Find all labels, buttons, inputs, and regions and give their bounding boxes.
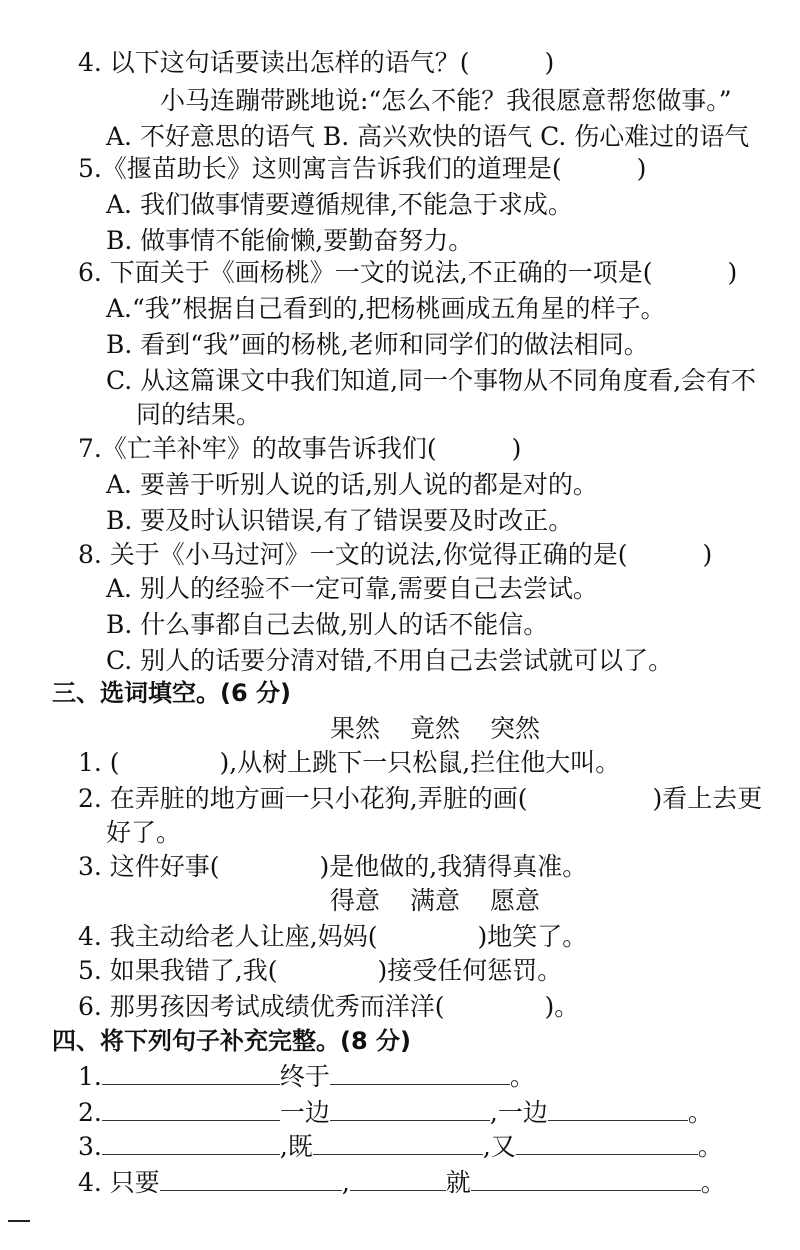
word-bank-item: 得意	[330, 886, 381, 915]
fill-blank[interactable]	[330, 1098, 490, 1121]
q8-option-a: A. 别人的经验不一定可靠,需要自己去尝试。	[106, 574, 598, 603]
s4-item-3	[78, 1130, 723, 1164]
fill-blank[interactable]	[160, 1168, 342, 1191]
fill-blank[interactable]	[313, 1132, 483, 1155]
q8-option-c: C. 别人的话要分清对错,不用自己去尝试就可以了。	[106, 646, 674, 675]
s3-item-6: 6. 那男孩因考试成绩优秀而洋洋( )。	[78, 992, 580, 1021]
fill-blank[interactable]	[102, 1062, 280, 1085]
q5-stem: 5.《揠苗助长》这则寓言告诉我们的道理是( )	[78, 154, 647, 183]
s3-item-5: 5. 如果我错了,我( )接受任何惩罚。	[78, 956, 563, 985]
q7-stem: 7.《亡羊补牢》的故事告诉我们( )	[78, 434, 522, 463]
connector-word: ,既	[279, 1132, 313, 1161]
word-bank-item: 满意	[410, 886, 461, 915]
punctuation: 。	[687, 1098, 713, 1127]
fill-blank[interactable]	[548, 1098, 688, 1121]
s3-item-1: 1. ( ),从树上跳下一只松鼠,拦住他大叫。	[78, 748, 621, 777]
q8-option-b: B. 什么事都自己去做,别人的话不能信。	[106, 610, 549, 639]
s3-item-2: 2. 在弄脏的地方画一只小花狗,弄脏的画( )看上去更	[78, 784, 763, 813]
s3-item-3: 3. 这件好事( )是他做的,我猜得真准。	[78, 852, 588, 881]
q6-option-c: C. 从这篇课文中我们知道,同一个事物从不同角度看,会有不	[106, 366, 757, 395]
word-bank-item: 果然	[330, 714, 381, 743]
item-number: 3.	[78, 1132, 102, 1161]
connector-word: 一边	[279, 1098, 330, 1127]
word-bank-item: 竟然	[410, 714, 461, 743]
q6-stem: 6. 下面关于《画杨桃》一文的说法,不正确的一项是( )	[78, 258, 738, 287]
q4-quote: 小马连蹦带跳地说:“怎么不能？我很愿意帮您做事。”	[160, 86, 732, 115]
q4-stem: 4. 以下这句话要读出怎样的语气？( )	[78, 48, 555, 77]
fill-blank[interactable]	[350, 1168, 446, 1191]
q6-option-c-continued: 同的结果。	[136, 400, 262, 429]
connector-word: ,一边	[489, 1098, 548, 1127]
connector-word: ,	[341, 1168, 350, 1197]
word-bank-item: 突然	[490, 714, 541, 743]
section3-heading: 三、选词填空。(6 分)	[52, 679, 291, 707]
fill-blank[interactable]	[102, 1132, 280, 1155]
fill-blank[interactable]	[471, 1168, 701, 1191]
s3-item-2-continued: 好了。	[106, 818, 182, 847]
q6-option-a: A.“我”根据自己看到的,把杨桃画成五角星的样子。	[106, 294, 666, 323]
punctuation: 。	[700, 1168, 726, 1197]
s4-item-2	[78, 1096, 713, 1130]
word-bank-1	[330, 712, 570, 746]
q8-stem: 8. 关于《小马过河》一文的说法,你觉得正确的是( )	[78, 540, 713, 569]
connector-word: 终于	[279, 1062, 330, 1091]
s3-item-4: 4. 我主动给老人让座,妈妈( )地笑了。	[78, 922, 588, 951]
punctuation: 。	[697, 1132, 723, 1161]
word-bank-2	[330, 884, 570, 918]
section4-heading: 四、将下列句子补充完整。(8 分)	[52, 1027, 411, 1055]
fill-blank[interactable]	[516, 1132, 698, 1155]
punctuation: 。	[509, 1062, 535, 1091]
q4-options: A. 不好意思的语气 B. 高兴欢快的语气 C. 伤心难过的语气	[106, 122, 750, 151]
q6-option-b: B. 看到“我”画的杨桃,老师和同学们的做法相同。	[106, 330, 649, 359]
connector-word: ,又	[482, 1132, 516, 1161]
s4-item-4	[78, 1166, 726, 1200]
fill-blank[interactable]	[330, 1062, 510, 1085]
word-bank-item: 愿意	[490, 886, 541, 915]
q5-option-a: A. 我们做事情要遵循规律,不能急于求成。	[106, 190, 573, 219]
q5-option-b: B. 做事情不能偷懒,要勤奋努力。	[106, 226, 474, 255]
page-edge-mark	[8, 1220, 30, 1222]
q7-option-b: B. 要及时认识错误,有了错误要及时改正。	[106, 506, 574, 535]
item-number: 2.	[78, 1098, 102, 1127]
item-number: 4. 只要	[78, 1168, 160, 1197]
fill-blank[interactable]	[102, 1098, 280, 1121]
q7-option-a: A. 要善于听别人说的话,别人说的都是对的。	[106, 470, 598, 499]
item-number: 1.	[78, 1062, 102, 1091]
connector-word: 就	[445, 1168, 471, 1197]
s4-item-1	[78, 1060, 535, 1094]
